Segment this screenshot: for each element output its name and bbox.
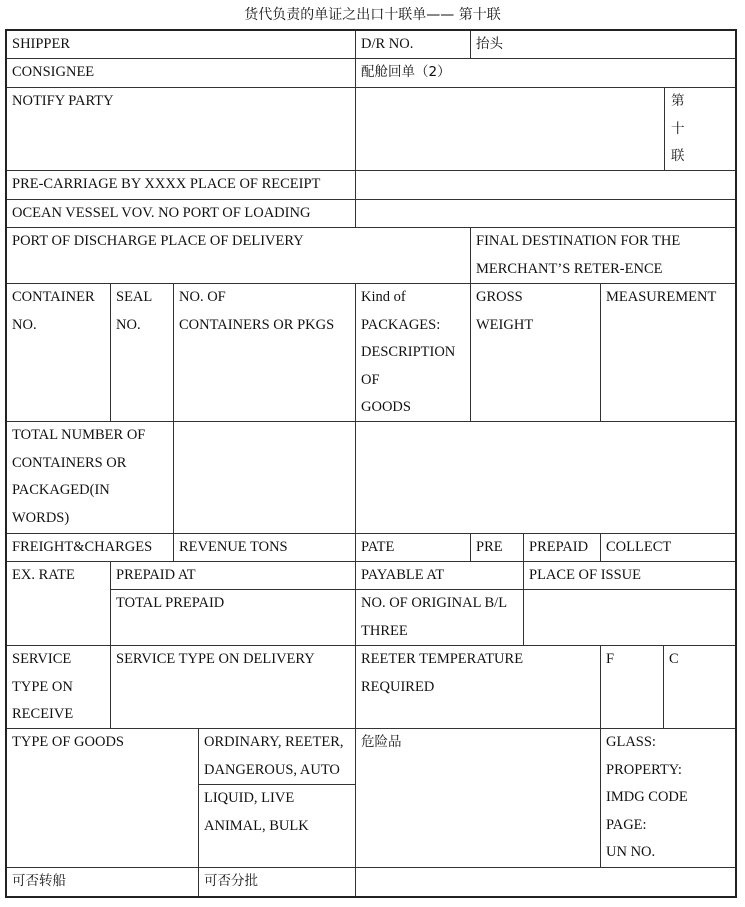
total-prepaid-field[interactable]: TOTAL PREPAID — [110, 589, 356, 646]
port-of-discharge-field[interactable]: PORT OF DISCHARGE PLACE OF DELIVERY — [6, 227, 471, 284]
total-number-right-blank[interactable] — [355, 421, 736, 534]
payable-at-field[interactable]: PAYABLE AT — [355, 561, 524, 590]
kind-of-packages-field[interactable]: Kind of PACKAGES: DESCRIPTION OF GOODS — [355, 283, 471, 422]
temperature-f-field[interactable]: F — [600, 645, 664, 729]
freight-charges-field[interactable]: FREIGHT&CHARGES — [6, 533, 174, 562]
dangerous-goods-field[interactable]: 危险品 — [355, 728, 601, 868]
temperature-c-field[interactable]: C — [663, 645, 736, 729]
service-type-delivery-field[interactable]: SERVICE TYPE ON DELIVERY — [110, 645, 356, 729]
notify-party-right-blank[interactable] — [355, 87, 665, 171]
dangerous-goods-details[interactable]: GLASS: PROPERTY: IMDG CODE PAGE: UN NO. — [600, 728, 736, 868]
pre-carriage-field[interactable]: PRE-CARRIAGE BY XXXX PLACE OF RECEIPT — [6, 170, 356, 200]
ex-rate-field[interactable]: EX. RATE — [6, 561, 111, 646]
prepaid-field[interactable]: PREPAID — [523, 533, 601, 562]
goods-types-option-1[interactable]: ORDINARY, REETER, DANGEROUS, AUTO — [198, 728, 356, 785]
final-destination-field[interactable]: FINAL DESTINATION FOR THE MERCHANT’S RETER-ENCE — [470, 227, 736, 284]
shipping-order-return-label: 配舱回单（2） — [355, 58, 736, 88]
ocean-vessel-right-blank[interactable] — [355, 199, 736, 228]
revenue-tons-field[interactable]: REVENUE TONS — [173, 533, 356, 562]
goods-types-option-2[interactable]: LIQUID, LIVE ANIMAL, BULK — [198, 784, 356, 868]
reeter-temperature-field[interactable]: REETER TEMPERATURE REQUIRED — [355, 645, 601, 729]
collect-field[interactable]: COLLECT — [600, 533, 736, 562]
pre-carriage-right-blank[interactable] — [355, 170, 736, 200]
bottom-right-blank[interactable] — [355, 867, 736, 897]
no-of-original-bl-field[interactable]: NO. OF ORIGINAL B/L THREE — [355, 589, 524, 646]
dr-no-label: D/R NO. — [355, 30, 471, 59]
seal-no-field[interactable]: SEAL NO. — [110, 283, 174, 422]
copy-number-label: 第 十 联 — [664, 87, 736, 171]
pre-field[interactable]: PRE — [470, 533, 524, 562]
pate-field[interactable]: PATE — [355, 533, 471, 562]
container-no-field[interactable]: CONTAINER NO. — [6, 283, 111, 422]
measurement-field[interactable]: MEASUREMENT — [600, 283, 736, 422]
document-title: 货代负责的单证之出口十联单—— 第十联 — [244, 7, 501, 23]
no-of-containers-field[interactable]: NO. OF CONTAINERS OR PKGS — [173, 283, 356, 422]
transshipment-field[interactable]: 可否转船 — [6, 867, 199, 897]
total-number-value-blank[interactable] — [173, 421, 356, 534]
service-type-receive-field[interactable]: SERVICE TYPE ON RECEIVE — [6, 645, 111, 729]
place-of-issue-field[interactable]: PLACE OF ISSUE — [523, 561, 736, 590]
type-of-goods-field: TYPE OF GOODS — [6, 728, 199, 868]
notify-party-field[interactable]: NOTIFY PARTY — [6, 87, 356, 171]
gross-weight-field[interactable]: GROSS WEIGHT — [470, 283, 601, 422]
header-label: 抬头 — [470, 30, 736, 59]
total-number-field[interactable]: TOTAL NUMBER OF CONTAINERS OR PACKAGED(IN WORDS) — [6, 421, 174, 534]
ocean-vessel-field[interactable]: OCEAN VESSEL VOV. NO PORT OF LOADING — [6, 199, 356, 228]
prepaid-at-field[interactable]: PREPAID AT — [110, 561, 356, 590]
partial-shipment-field[interactable]: 可否分批 — [198, 867, 356, 897]
shipper-field[interactable]: SHIPPER — [6, 30, 356, 59]
consignee-field[interactable]: CONSIGNEE — [6, 58, 356, 88]
original-bl-right-blank[interactable] — [523, 589, 736, 646]
